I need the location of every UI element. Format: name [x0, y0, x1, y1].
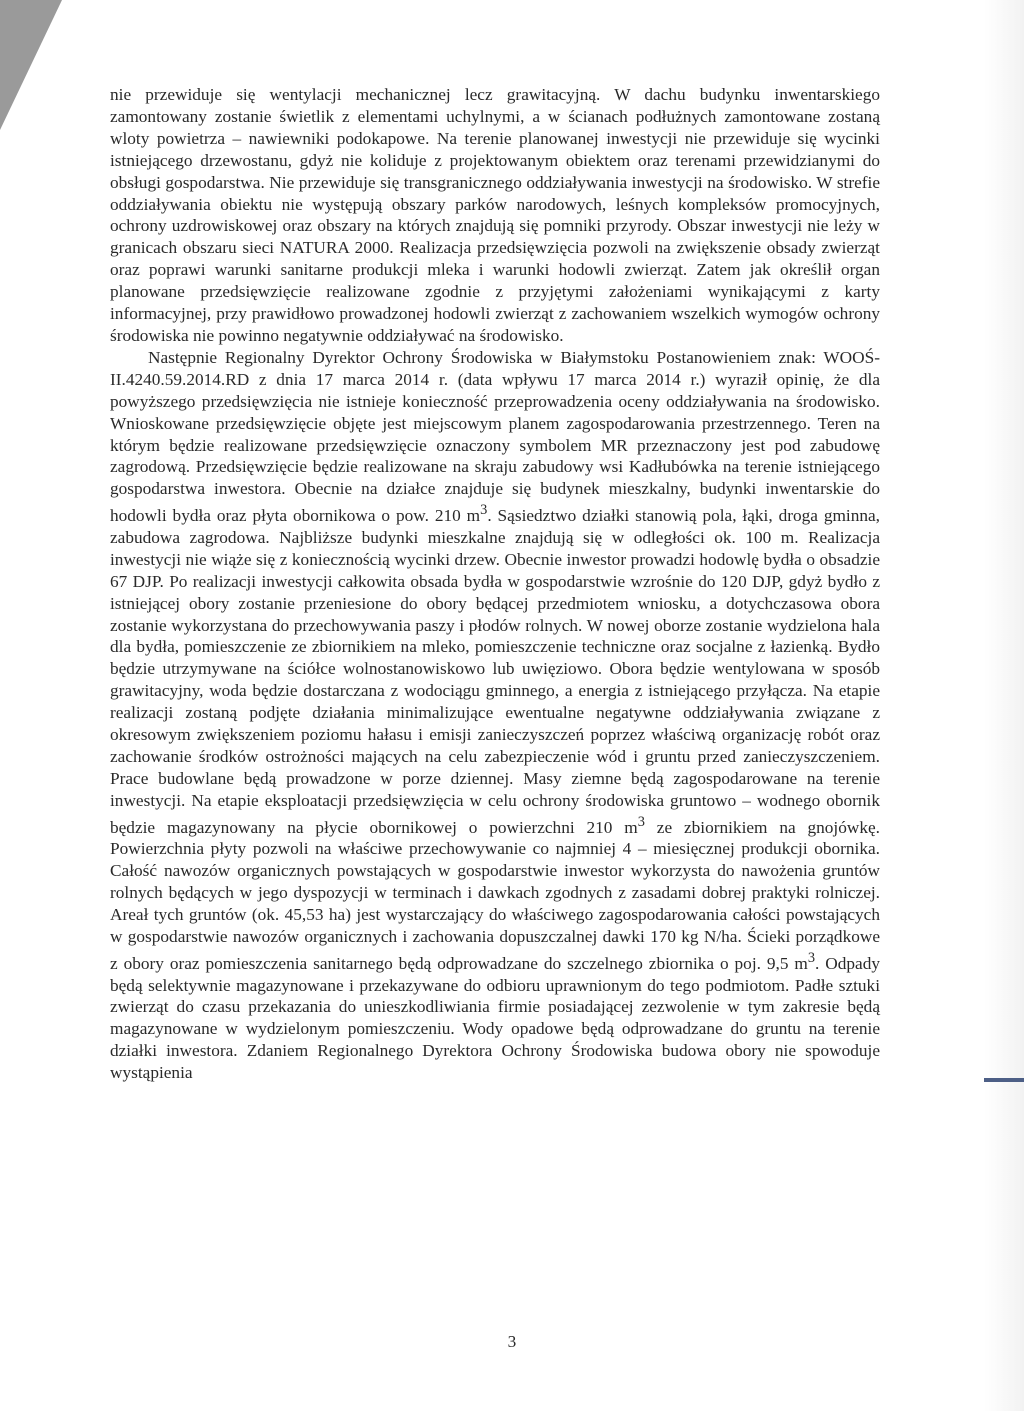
superscript-cubic-1: 3 — [480, 502, 488, 519]
paragraph-2-text-a: Następnie Regionalny Dyrektor Ochrony Środowiska w Białymstoku Postanowieniem znak: WOOŚ-II.4240.59.2014.RD z dnia 17 marca 2014 r. (data wpływu 17 marca 2014 r.) wyraził opinię, że dla powyższego przedsięwzięcia nie istnieje konieczność przeprowadzenia oceny oddziaływania na środowisko. Wnioskowane przedsięwzięcie objęte jest miejscowym planem zagospodarowania przestrzennego. Teren na którym będzie realizowane przedsięwzięcie oznaczony symbolem MR przeznaczony jest pod zabudowę zagrodową. Przedsięwzięcie będzie realizowane na skraju zabudowy wsi Kadłubówka na terenie istniejącego gospodarstwa inwestora. Obecnie na działce znajduje się budynek mieszkalny, budynki inwentarskie do hodowli bydła oraz płyta obornikowa o pow. 210 m — [110, 347, 880, 525]
page-number: 3 — [507, 1332, 517, 1351]
paragraph-2-text-b: . Sąsiedztwo działki stanowią pola, łąki, droga gminna, zabudowa zagrodowa. Najbliższe budynki mieszkalne znajdują się w odległości ok. 100 m. Realizacja inwestycji nie wiąże się z koniecznością wycinki drzew. Obecnie inwestor prowadzi hodowlę bydła o obsadzie 67 DJP. Po realizacji inwestycji całkowita obsada bydła w gospodarstwie wzrośnie do 120 DJP, gdyż bydło z istniejącej obory zostanie przeniesione do obory będącej przedmiotem wniosku, a dotychczasowa obora zostanie wykorzystana do przechowywania paszy i płodów rolnych. W nowej oborze zostanie wydzielona hala dla bydła, pomieszczenie ze zbiornikiem na mleko, pomieszczenie techniczne oraz socjalne z łazienką. Bydło będzie utrzymywane na ściółce wolnostanowiskowo lub uwięziowo. Obora będzie wentylowana w sposób grawitacyjny, woda będzie dostarczana z wodociągu gminnego, a energia z istniejącego przyłącza. Na etapie realizacji zostaną podjęte działania minimalizujące ewentualne negatywne oddziaływania związane z okresowym zwiększeniem poziomu hałasu i emisji zanieczyszczeń poprzez właściwą organizację robót oraz zachowanie środków ostrożności mających na celu zabezpieczenie wód i gruntu przed zanieczyszczeniem. Prace budowlane będą prowadzone w porze dziennej. Masy ziemne będą zagospodarowane na terenie inwestycji. Na etapie eksploatacji przedsięwzięcia w celu ochrony środowiska gruntowo – wodnego obornik będzie magazynowany na płycie obornikowej o powierzchni 210 m — [110, 505, 880, 837]
paragraph-1-text: nie przewiduje się wentylacji mechanicznej lecz grawitacyjną. W dachu budynku inwentarskiego zamontowany zostanie świetlik z elementami uchylnymi, a w ścianach podłużnych zamontowane zostaną wloty powietrza – nawiewniki podokapowe. Na terenie planowanej inwestycji nie przewiduje się wycinki istniejącego drzewostanu, gdyż nie koliduje z projektowanym obiektem oraz terenami przewidzianymi do obsługi gospodarstwa. Nie przewiduje się transgranicznego oddziaływania inwestycji na środowisko. W strefie oddziaływania obiektu nie występują obszary parków narodowych, leśnych kompleksów promocyjnych, ochrony uzdrowiskowej oraz obszary na których znajdują się pomniki przyrody. Obszar inwestycji nie leży w granicach obszaru sieci NATURA 2000. Realizacja przedsięwzięcia pozwoli na zwiększenie obsady zwierząt oraz poprawi warunki sanitarne produkcji mleka i warunki hodowli zwierząt. Zatem jak określił organ planowane przedsięwzięcie realizowane zgodnie z przyjętymi założeniami wynikającymi z karty informacyjnej, przy prawidłowo prowadzonej hodowli zwierząt z zachowaniem wszelkich wymogów ochrony środowiska nie powinno negatywnie oddziaływać na środowisko. — [110, 85, 880, 345]
paragraph-1 — [110, 84, 880, 347]
scan-edge-mark — [984, 1078, 1024, 1082]
page-corner-shadow — [0, 0, 62, 130]
scan-edge — [984, 0, 1024, 1411]
paragraph-2-text-d: . Odpady będą selektywnie magazynowane i przekazywane do odbioru uprawnionym do tego podmiotom. Padłe sztuki zwierząt do czasu przekazania do unieszkodliwiania firmie posiadającej zezwolenie w tym zakresie będą magazynowane w wydzielonym pomieszczeniu. Wody opadowe będą odprowadzane do gruntu na terenie działki inwestora. Zdaniem Regionalnego Dyrektora Ochrony Środowiska budowa obory nie spowoduje wystąpienia — [110, 953, 880, 1083]
paragraph-2 — [110, 347, 880, 1084]
superscript-cubic-3: 3 — [807, 949, 816, 966]
superscript-cubic-2: 3 — [637, 813, 645, 830]
paragraph-2-text-c: ze zbiornikiem na gnojówkę. Powierzchnia płyty pozwoli na właściwe przechowywanie co najmniej 4 – miesięcznej produkcji obornika. Całość nawozów organicznych powstających w gospodarstwie inwestor wykorzysta do nawożenia gruntów rolnych będących w jego dyspozycji w terminach i dawkach zgodnych z zasadami dobrej praktyki rolniczej. Areał tych gruntów (ok. 45,53 ha) jest wystarczający do właściwego zagospodarowania całości powstających w gospodarstwie nawozów organicznych i zachowania dopuszczalnej dawki 170 kg N/ha. Ścieki porządkowe z obory oraz pomieszczenia sanitarnego będą odprowadzane do szczelnego zbiornika o poj. 9,5 m — [110, 817, 880, 973]
document-body — [110, 84, 880, 1084]
